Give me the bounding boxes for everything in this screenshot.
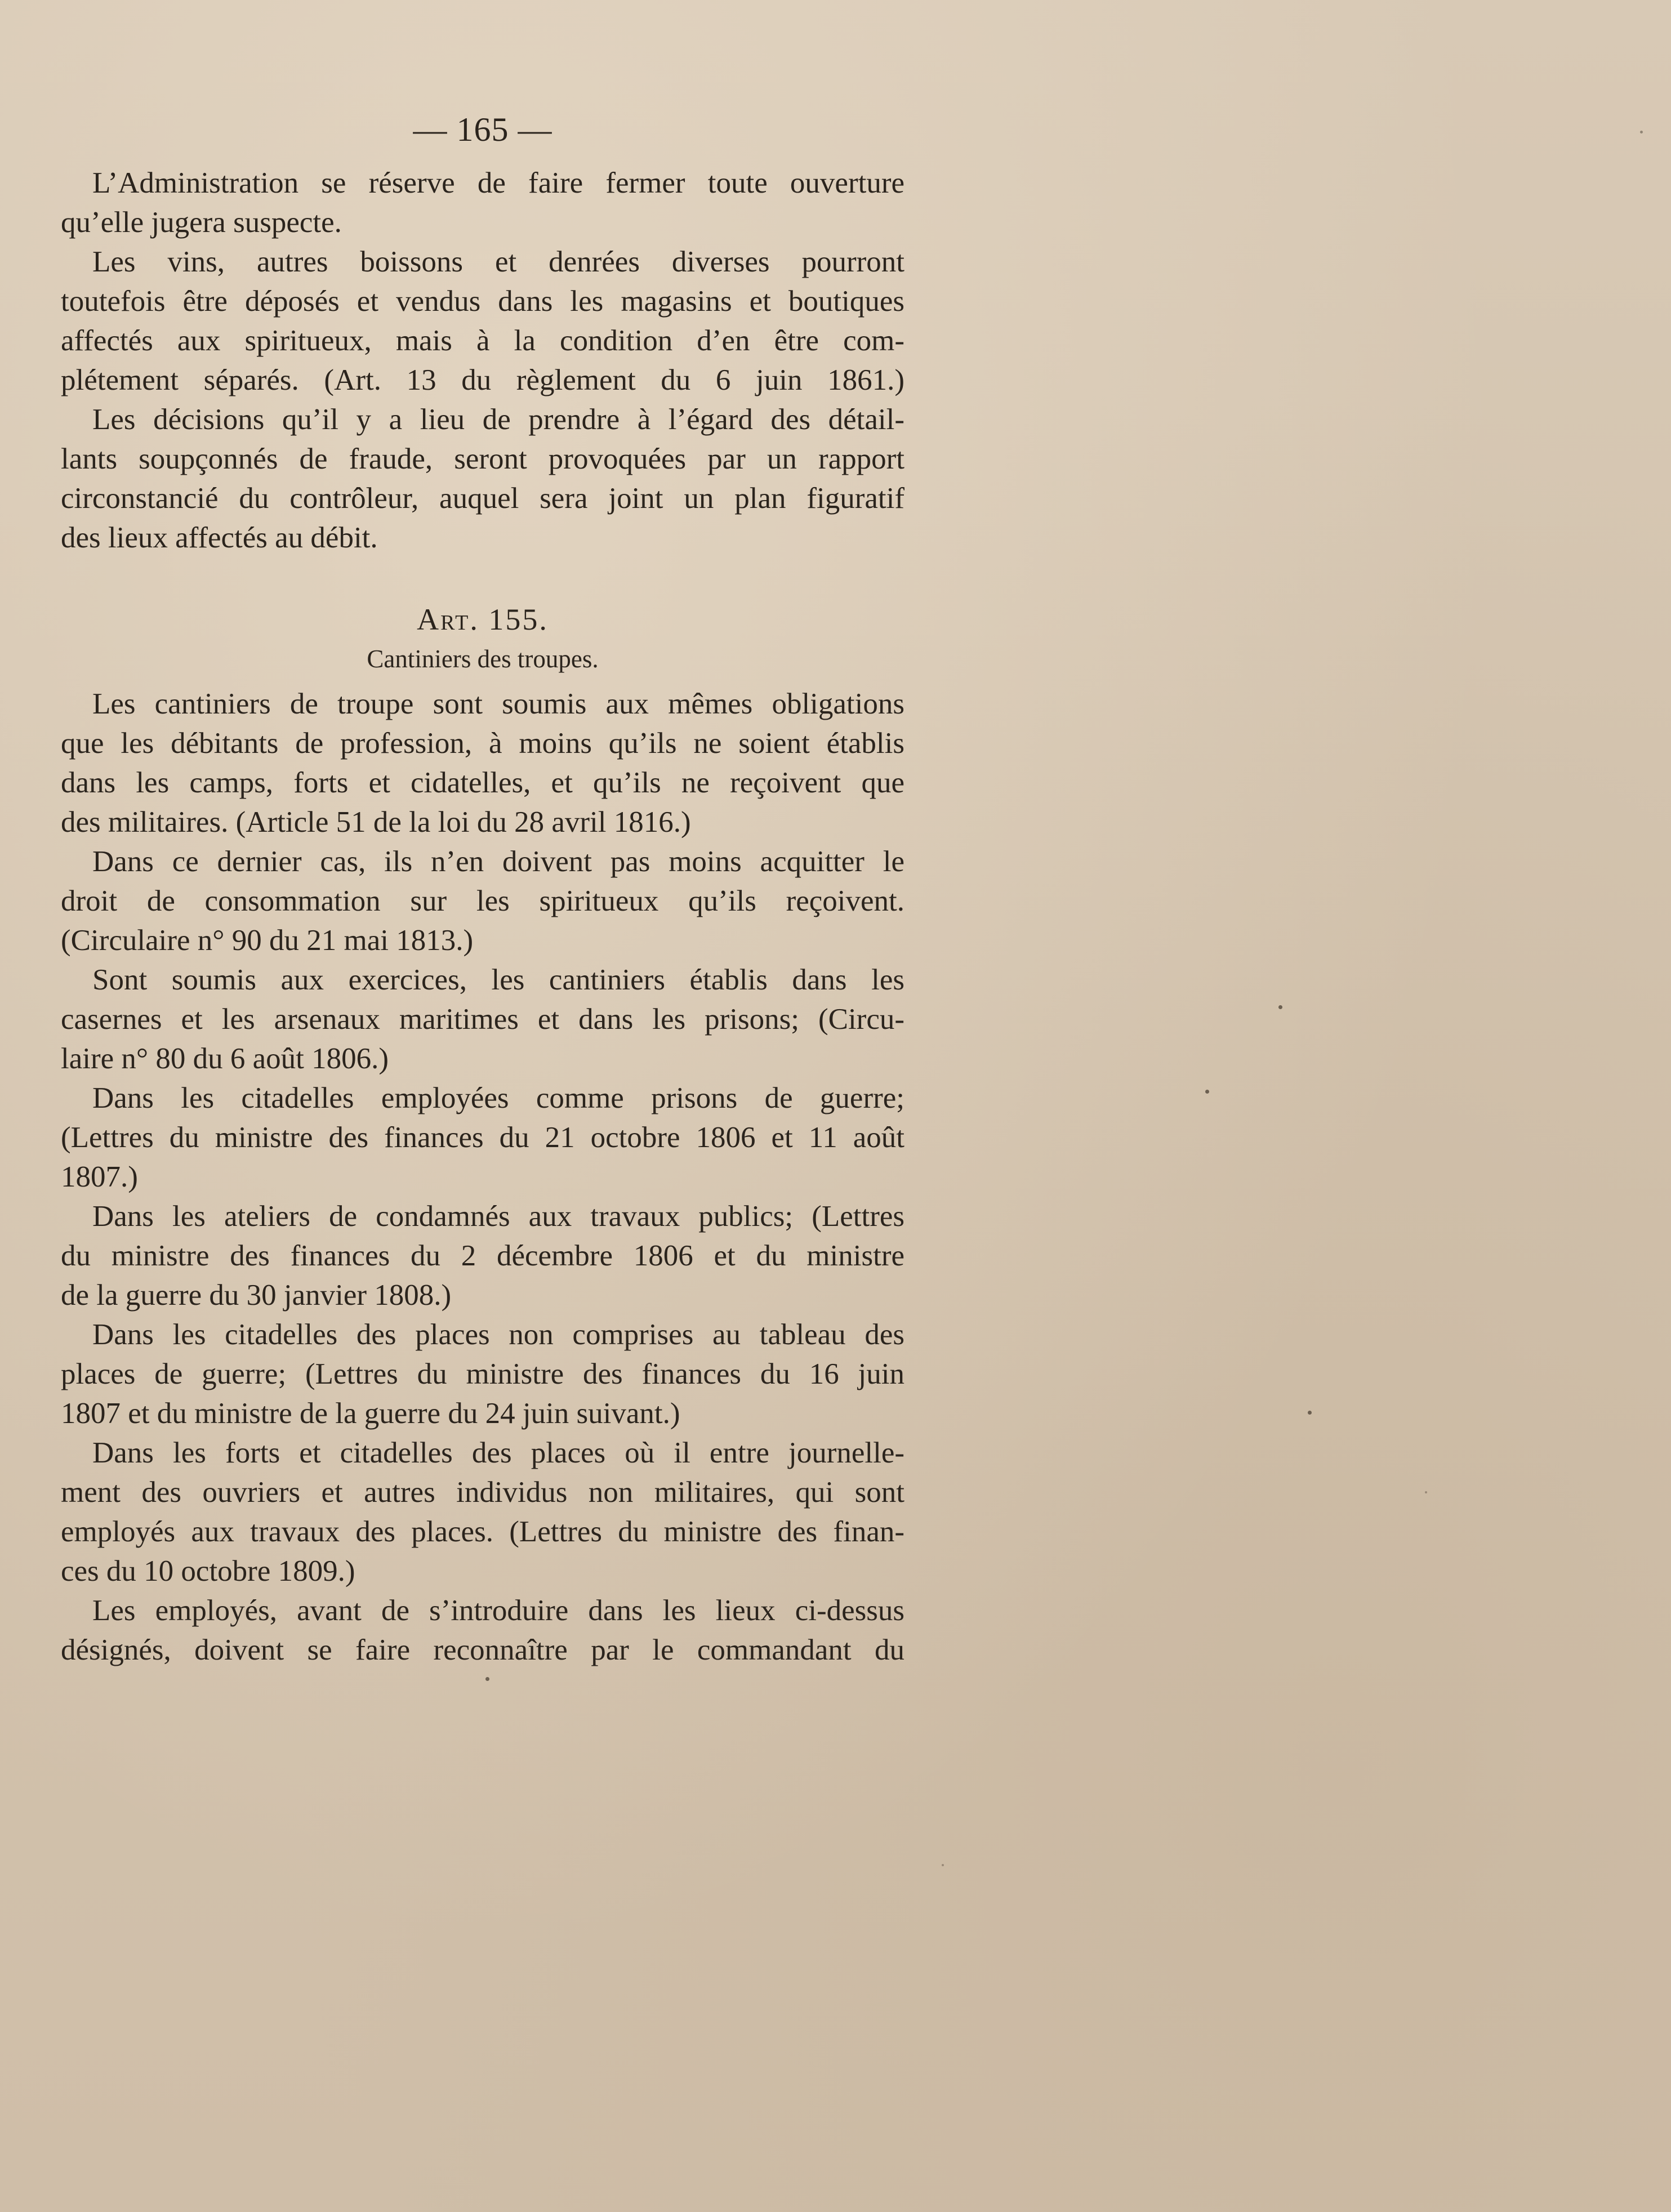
paragraph-5-line-3: (Circulaire n° 90 du 21 mai 1813.) [61, 924, 474, 957]
page-number: — 165 — [413, 111, 552, 148]
paragraph-11-line-2: désignés, doivent se faire reconnaître par le commandant du [61, 1634, 904, 1666]
paragraph-5-line-1: Dans ce dernier cas, ils n’en doivent pas moins acquitter le [92, 845, 904, 878]
paragraph-2-line-1: Les vins, autres boissons et denrées diverses pourront [92, 246, 904, 278]
paragraph-1-line-2: qu’elle jugera suspecte. [61, 206, 342, 239]
paper-speck [1278, 1005, 1282, 1009]
article-subtitle: Cantiniers des troupes. [367, 645, 599, 673]
paragraph-8-line-3: de la guerre du 30 janvier 1808.) [61, 1279, 452, 1312]
paragraph-9-line-2: places de guerre; (Lettres du ministre des finances du 16 juin [61, 1358, 904, 1390]
paragraph-4-line-1: Les cantiniers de troupe sont soumis aux mêmes obligations [92, 688, 904, 720]
paper-speck [1308, 1411, 1312, 1415]
paragraph-7-line-3: 1807.) [61, 1161, 138, 1193]
paragraph-8-line-2: du ministre des finances du 2 décembre 1806 et du ministre [61, 1239, 904, 1272]
paper-speck [942, 1864, 944, 1866]
paragraph-3-line-3: circonstancié du contrôleur, auquel sera joint un plan figuratif [61, 482, 904, 515]
paragraph-7-line-2: (Lettres du ministre des finances du 21 octobre 1806 et 11 août [61, 1121, 904, 1154]
paper-speck [1640, 131, 1643, 133]
paper-speck [485, 1677, 489, 1681]
paragraph-3-line-2: lants soupçonnés de fraude, seront provoquées par un rapport [61, 443, 904, 475]
article-title: Art. 155. [417, 603, 549, 636]
paragraph-4-line-2: que les débitants de profession, à moins qu’ils ne soient établis [61, 727, 904, 760]
paragraph-2-line-4: plétement séparés. (Art. 13 du règlement du 6 juin 1861.) [61, 364, 904, 396]
paragraph-4-line-3: dans les camps, forts et cidatelles, et qu’ils ne reçoivent que [61, 766, 904, 799]
paragraph-10-line-3: employés aux travaux des places. (Lettres du ministre des finan- [61, 1515, 904, 1548]
paragraph-10-line-4: ces du 10 octobre 1809.) [61, 1555, 355, 1587]
paragraph-6-line-2: casernes et les arsenaux maritimes et dans les prisons; (Circu- [61, 1003, 904, 1036]
paragraph-8-line-1: Dans les ateliers de condamnés aux travaux publics; (Lettres [92, 1200, 904, 1233]
paragraph-9-line-1: Dans les citadelles des places non comprises au tableau des [92, 1318, 904, 1351]
paper-speck [1205, 1090, 1209, 1094]
paragraph-2-line-3: affectés aux spiritueux, mais à la condition d’en être com- [61, 324, 904, 357]
paragraph-3-line-4: des lieux affectés au débit. [61, 521, 378, 554]
paragraph-4-line-4: des militaires. (Article 51 de la loi du 28 avril 1816.) [61, 806, 691, 839]
paragraph-10-line-1: Dans les forts et citadelles des places où il entre journelle- [92, 1437, 904, 1469]
paragraph-2-line-2: toutefois être déposés et vendus dans les magasins et boutiques [61, 285, 904, 318]
paragraph-5-line-2: droit de consommation sur les spiritueux qu’ils reçoivent. [61, 885, 904, 917]
paragraph-6-line-1: Sont soumis aux exercices, les cantiniers établis dans les [92, 964, 904, 996]
paper-speck [1425, 1491, 1427, 1493]
paragraph-7-line-1: Dans les citadelles employées comme prisons de guerre; [92, 1082, 904, 1114]
paragraph-11-line-1: Les employés, avant de s’introduire dans les lieux ci-dessus [92, 1594, 904, 1627]
paragraph-3-line-1: Les décisions qu’il y a lieu de prendre à l’égard des détail- [92, 403, 904, 436]
paragraph-10-line-2: ment des ouvriers et autres individus non militaires, qui sont [61, 1476, 904, 1509]
paragraph-1-line-1: L’Administration se réserve de faire fermer toute ouverture [92, 167, 904, 199]
paragraph-9-line-3: 1807 et du ministre de la guerre du 24 juin suivant.) [61, 1397, 680, 1430]
paragraph-6-line-3: laire n° 80 du 6 août 1806.) [61, 1042, 389, 1075]
